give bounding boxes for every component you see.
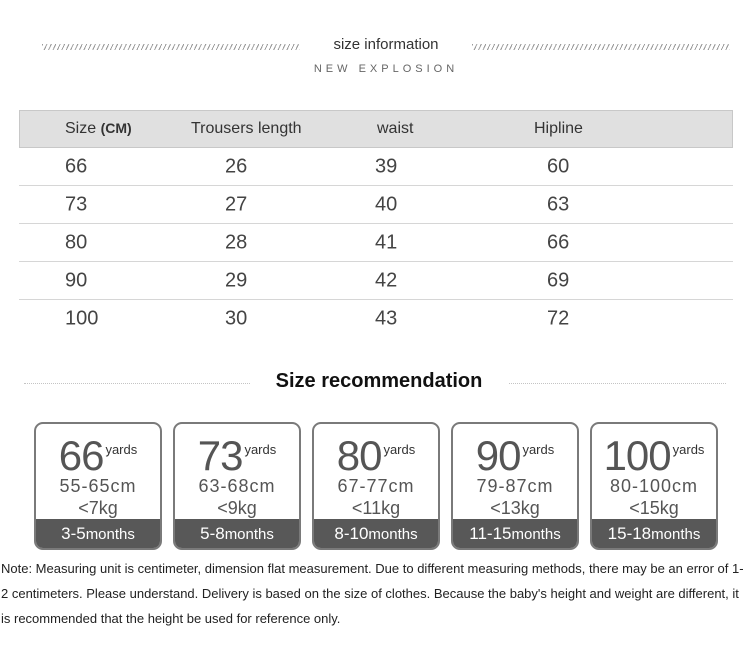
size-card [451, 422, 579, 550]
card-weight: <7kg [78, 498, 118, 518]
cell-hipline: 60 [547, 155, 570, 177]
card-size-unit: yards [383, 442, 416, 457]
recommendation-title: Size recommendation [250, 370, 508, 393]
size-cards [34, 422, 724, 550]
table-header [19, 110, 733, 148]
card-weight: <13kg [490, 498, 540, 518]
cell-size: 73 [65, 193, 88, 215]
card-size-unit: yards [522, 442, 555, 457]
card-age: 3-5 [61, 524, 86, 543]
cell-trousers-length: 30 [225, 307, 248, 330]
header-waist: waist [377, 120, 414, 137]
size-card [312, 422, 440, 550]
header-trousers-length: Trousers length [191, 120, 302, 137]
cell-hipline: 69 [547, 269, 570, 291]
card-age-band [36, 519, 160, 548]
card-age: 5-8 [200, 524, 225, 543]
cell-waist: 40 [375, 193, 398, 215]
card-height-range: 79-87cm [476, 476, 554, 496]
card-size-number: 100 [603, 432, 671, 479]
table-row [19, 262, 733, 300]
card-size [592, 432, 716, 480]
card-size [36, 432, 160, 480]
cell-waist: 43 [375, 307, 398, 330]
card-age-band [453, 519, 577, 548]
cell-trousers-length: 26 [225, 155, 248, 177]
cell-waist: 42 [375, 269, 398, 291]
page-title: size information [333, 36, 439, 53]
cell-hipline: 66 [547, 231, 570, 253]
cell-size: 80 [65, 231, 88, 253]
card-age-unit: months [224, 526, 274, 543]
table-row [19, 300, 733, 338]
card-weight: <9kg [217, 498, 257, 518]
card-size-unit: yards [244, 442, 277, 457]
card-weight: <15kg [629, 498, 679, 518]
card-age-unit: months [368, 526, 418, 543]
card-size-number: 80 [336, 432, 382, 479]
decorative-hatch-right [472, 44, 730, 50]
cell-size: 100 [65, 307, 99, 330]
card-size [175, 432, 299, 480]
cell-size: 66 [65, 155, 88, 177]
measurement-note: Note: Measuring unit is centimeter, dimension flat measurement. Due to different measuring methods, there may be an error of 1-2 centimeters. Please understand. Delivery is based on the size of clothes. Because the baby's height and weight are different, it is recommended that the height be used for reference only. [1, 561, 744, 626]
size-card [34, 422, 162, 550]
card-age: 8-10 [334, 524, 369, 543]
size-card [173, 422, 301, 550]
cell-hipline: 72 [547, 307, 570, 330]
card-size-number: 73 [197, 432, 243, 479]
decorative-hatch-left [42, 44, 300, 50]
size-table [19, 110, 733, 338]
cell-trousers-length: 29 [225, 269, 248, 291]
card-height-range: 67-77cm [337, 476, 415, 496]
card-weight: <11kg [351, 498, 401, 518]
cell-size: 90 [65, 269, 88, 291]
card-age-unit: months [85, 526, 135, 543]
card-age-band [314, 519, 438, 548]
card-size-number: 66 [58, 432, 104, 479]
card-age: 15-18 [607, 524, 652, 543]
table-row [19, 224, 733, 262]
card-age: 11-15 [469, 524, 512, 543]
header-size [65, 120, 132, 138]
cell-trousers-length: 27 [225, 193, 248, 215]
card-age-band [592, 519, 716, 548]
card-height-range: 80-100cm [609, 476, 699, 496]
cell-hipline: 63 [547, 193, 570, 215]
header-size-unit: (CM) [100, 120, 132, 136]
card-height-range: 55-65cm [59, 476, 137, 496]
card-size-number: 90 [475, 432, 521, 479]
header-size-label: Size [65, 120, 97, 137]
card-height-range: 63-68cm [198, 476, 276, 496]
cell-trousers-length: 28 [225, 231, 248, 253]
card-size [314, 432, 438, 480]
cell-waist: 39 [375, 155, 398, 177]
card-age-unit: months [651, 526, 701, 543]
card-age-unit: months [511, 526, 561, 543]
header-hipline: Hipline [534, 120, 583, 137]
size-card [590, 422, 718, 550]
card-size [453, 432, 577, 480]
table-row [19, 186, 733, 224]
card-size-unit: yards [672, 442, 705, 457]
card-age-band [175, 519, 299, 548]
card-size-unit: yards [105, 442, 138, 457]
page-subtitle: NEW EXPLOSION [313, 63, 459, 75]
cell-waist: 41 [375, 231, 398, 253]
table-row [19, 148, 733, 186]
